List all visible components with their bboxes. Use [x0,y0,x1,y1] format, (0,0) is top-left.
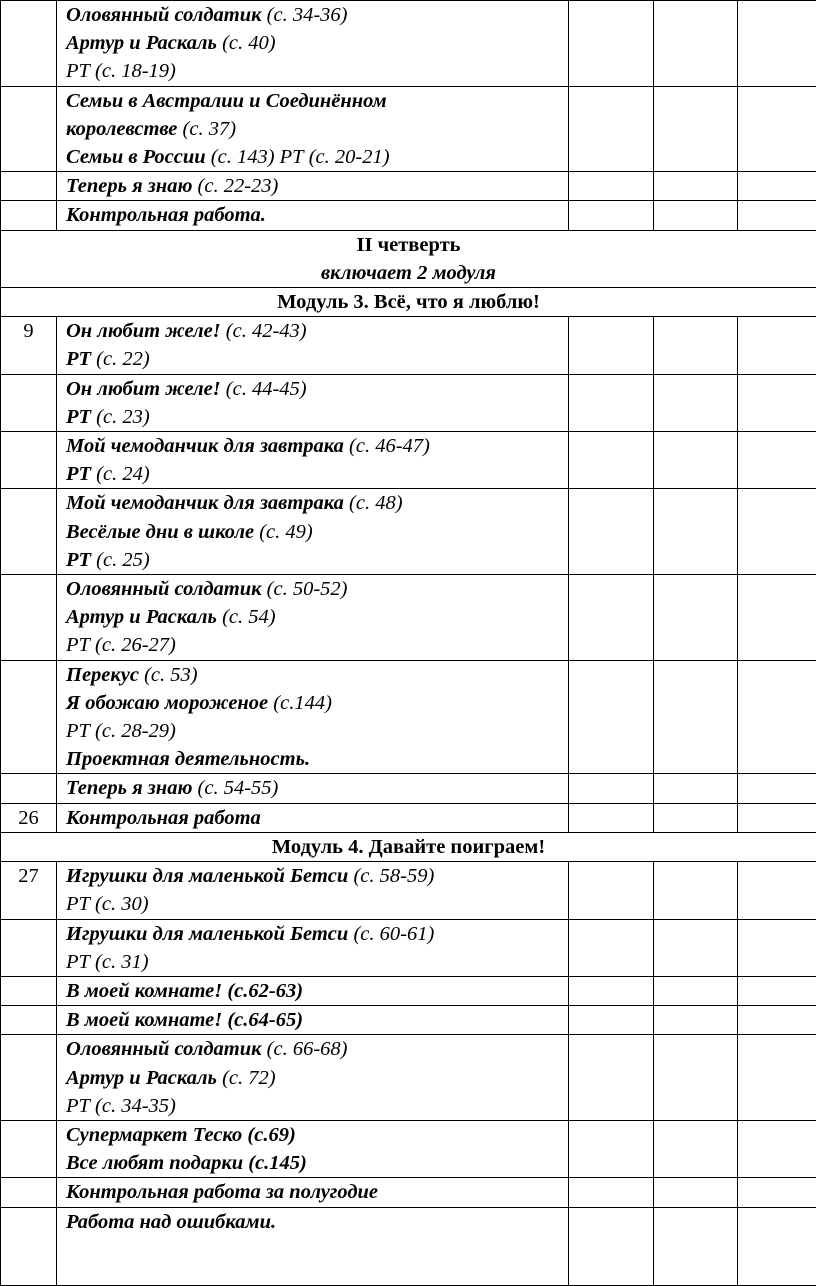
topic-title: Артур и Раскаль [66,606,217,628]
topic-title: Оловянный солдатик [66,1038,262,1060]
page-reference: (с. 58-59) [348,865,434,887]
lesson-topic-cell [57,489,569,575]
topic-title: РТ [66,348,91,370]
empty-cell [738,660,816,774]
lesson-topic-cell [57,201,569,230]
page-reference: РТ (с. 26-27) [66,634,176,656]
page-reference: (с. 22) [91,348,150,370]
table-row [1,575,816,661]
table-row [1,1178,816,1207]
page-reference: (с. 42-43) [221,320,307,342]
topic-line [66,172,568,200]
empty-cell [654,774,738,803]
lesson-topic-cell [57,660,569,774]
topic-line [66,948,568,976]
lesson-number-cell [1,919,57,976]
table-row [1,489,816,575]
page-reference: (с. 50-52) [262,578,348,600]
page-reference: (с. 49) [254,521,313,543]
empty-cell [738,201,816,230]
empty-cell [654,803,738,832]
empty-cell [738,862,816,919]
empty-cell [569,976,654,1005]
quarter-subtitle: включает 2 модуля [1,259,816,287]
topic-line [66,143,568,171]
empty-cell [654,1035,738,1121]
topic-line [66,1035,568,1063]
page-reference: (с. 34-36) [262,4,348,26]
page-reference: РТ (с. 31) [66,951,149,973]
page-reference: (с. 23) [91,406,150,428]
topic-line [66,345,568,373]
empty-cell [738,172,816,201]
topic-title: Контрольная работа [66,807,261,829]
topic-line [66,460,568,488]
empty-cell [569,862,654,919]
empty-cell [654,172,738,201]
empty-cell [569,1006,654,1035]
page-reference: (с.144) [268,692,332,714]
page-reference: (с. 48) [344,492,403,514]
empty-cell [654,976,738,1005]
lesson-number-cell [1,432,57,489]
empty-cell [569,432,654,489]
empty-cell [738,489,816,575]
empty-cell [654,1,738,87]
empty-cell [569,1035,654,1121]
topic-title: Мой чемоданчик для завтрака [66,435,344,457]
empty-cell [738,374,816,431]
empty-cell [654,575,738,661]
topic-line [66,375,568,403]
empty-cell [654,862,738,919]
empty-cell [738,774,816,803]
lesson-topic-cell [57,1,569,87]
topic-line [66,661,568,689]
empty-cell [654,660,738,774]
topic-line [66,717,568,745]
page-reference: (с. 53) [139,664,198,686]
empty-cell [654,919,738,976]
topic-line [66,804,568,832]
page-reference: (с. 44-45) [221,378,307,400]
topic-title: РТ [66,406,91,428]
empty-cell [654,1207,738,1285]
lesson-number-cell [1,172,57,201]
topic-title: Игрушки для маленькой Бетси [66,865,348,887]
empty-cell [654,432,738,489]
topic-line [66,575,568,603]
table-row [1,201,816,230]
topic-title: Артур и Раскаль [66,1067,217,1089]
page-reference: (с. 24) [91,463,150,485]
lesson-number-cell [1,1120,57,1177]
lesson-number-cell [1,1178,57,1207]
table-row [1,862,816,919]
topic-line [66,1178,568,1206]
lesson-number-cell: 9 [1,317,57,374]
empty-cell [569,575,654,661]
lesson-number-cell [1,774,57,803]
lesson-topic-cell [57,862,569,919]
topic-line [66,546,568,574]
topic-title: Я обожаю мороженое [66,692,268,714]
empty-cell [738,976,816,1005]
lesson-topic-cell [57,1207,569,1285]
topic-title: королевстве [66,118,177,140]
lesson-topic-cell [57,1120,569,1177]
table-row [1,86,816,172]
empty-cell [654,1120,738,1177]
lesson-number-cell [1,1207,57,1285]
lesson-number-cell [1,660,57,774]
empty-cell [654,317,738,374]
lesson-number-cell [1,976,57,1005]
topic-title: В моей комнате! (с.62-63) [66,980,303,1002]
lesson-topic-cell [57,774,569,803]
topic-title: Работа над ошибками. [66,1211,276,1233]
empty-cell [738,803,816,832]
lesson-topic-cell [57,172,569,201]
table-row [1,1120,816,1177]
empty-cell [654,1178,738,1207]
page-reference: РТ (с. 18-19) [66,60,176,82]
topic-line [66,890,568,918]
topic-title: Игрушки для маленькой Бетси [66,923,348,945]
empty-cell [654,1006,738,1035]
empty-cell [738,1207,816,1285]
topic-title: РТ [66,463,91,485]
page-reference: (с. 37) [177,118,236,140]
topic-line [66,1121,568,1149]
quarter-title: II четверть [1,231,816,259]
topic-title: Он любит желе! [66,378,221,400]
page-reference: РТ (с. 30) [66,893,149,915]
topic-title: Супермаркет Теско (с.69) [66,1124,296,1146]
empty-cell [569,774,654,803]
page-reference: (с. 54) [217,606,276,628]
lesson-number-cell [1,1,57,87]
table-row [1,976,816,1005]
lesson-topic-cell [57,86,569,172]
table-row [1,1006,816,1035]
empty-cell [738,86,816,172]
topic-title: Теперь я знаю [66,175,192,197]
page-reference: (с. 22-23) [192,175,278,197]
lesson-topic-cell [57,374,569,431]
lesson-number-cell: 27 [1,862,57,919]
topic-line [66,689,568,717]
page-reference: РТ (с. 28-29) [66,720,176,742]
lesson-topic-cell [57,432,569,489]
empty-cell [654,86,738,172]
lesson-topic-cell [57,317,569,374]
quarter-header-cell [1,230,816,287]
topic-line [66,1149,568,1177]
page-reference: (с. 72) [217,1067,276,1089]
empty-cell [569,317,654,374]
table-row [1,288,816,317]
lesson-number-cell [1,86,57,172]
lesson-topic-cell [57,1035,569,1121]
topic-line [66,1208,568,1236]
lesson-number-cell [1,575,57,661]
page-reference: (с. 25) [91,549,150,571]
topic-line [66,920,568,948]
topic-title: Оловянный солдатик [66,578,262,600]
empty-cell [569,172,654,201]
page-reference: (с. 54-55) [192,777,278,799]
topic-line [66,603,568,631]
topic-title: Все любят подарки (с.145) [66,1152,307,1174]
empty-cell [569,201,654,230]
topic-title: Семьи в Австралии и Соединённом [66,90,387,112]
empty-cell [569,1207,654,1285]
topic-line [66,87,568,115]
topic-title: Теперь я знаю [66,777,192,799]
empty-cell [569,489,654,575]
lesson-plan-body [1,1,816,1286]
topic-line [66,631,568,659]
topic-line [66,432,568,460]
lesson-number-cell [1,374,57,431]
table-row [1,803,816,832]
topic-title: Контрольная работа за полугодие [66,1181,378,1203]
topic-line [66,1092,568,1120]
page-reference: (с. 66-68) [262,1038,348,1060]
lesson-topic-cell [57,803,569,832]
topic-line [66,862,568,890]
empty-cell [569,1,654,87]
empty-cell [569,1178,654,1207]
topic-title: Контрольная работа. [66,204,266,226]
empty-cell [569,374,654,431]
lesson-number-cell [1,489,57,575]
page-reference: (с. 60-61) [348,923,434,945]
lesson-topic-cell [57,575,569,661]
lesson-topic-cell [57,1178,569,1207]
empty-cell [569,86,654,172]
table-row [1,317,816,374]
page-reference: (с. 143) РТ (с. 20-21) [206,146,390,168]
table-row [1,172,816,201]
topic-line [66,317,568,345]
table-row [1,774,816,803]
table-row [1,832,816,861]
empty-cell [569,660,654,774]
lesson-number-cell [1,1006,57,1035]
table-row [1,1207,816,1285]
table-row [1,230,816,287]
topic-title: Проектная деятельность. [66,748,310,770]
topic-title: В моей комнате! (с.64-65) [66,1009,303,1031]
empty-cell [569,1120,654,1177]
page-reference: (с. 46-47) [344,435,430,457]
topic-title: Он любит желе! [66,320,221,342]
topic-line [66,745,568,773]
empty-cell [738,1178,816,1207]
empty-cell [738,432,816,489]
topic-line [66,489,568,517]
topic-title: Весёлые дни в школе [66,521,254,543]
empty-cell [738,1120,816,1177]
empty-cell [654,374,738,431]
topic-line [66,403,568,431]
topic-title: РТ [66,549,91,571]
empty-cell [654,201,738,230]
empty-cell [569,919,654,976]
topic-line [66,977,568,1005]
topic-title: Артур и Раскаль [66,32,217,54]
empty-cell [738,1035,816,1121]
table-row [1,1,816,87]
table-row [1,660,816,774]
topic-line [66,774,568,802]
module-header-cell: Модуль 4. Давайте поиграем! [1,832,816,861]
table-row [1,374,816,431]
topic-line [66,1006,568,1034]
module-header-cell: Модуль 3. Всё, что я люблю! [1,288,816,317]
table-row [1,1035,816,1121]
topic-line [66,115,568,143]
empty-cell [738,1006,816,1035]
topic-line [66,1064,568,1092]
topic-line [66,1,568,29]
topic-title: Мой чемоданчик для завтрака [66,492,344,514]
topic-line [66,518,568,546]
lesson-number-cell [1,201,57,230]
topic-title: Перекус [66,664,139,686]
empty-cell [654,489,738,575]
topic-title: Оловянный солдатик [66,4,262,26]
topic-line [66,29,568,57]
topic-line [66,201,568,229]
lesson-topic-cell [57,1006,569,1035]
lesson-topic-cell [57,976,569,1005]
empty-cell [738,317,816,374]
table-row [1,432,816,489]
empty-cell [738,575,816,661]
lesson-number-cell: 26 [1,803,57,832]
empty-cell [569,803,654,832]
page-reference: РТ (с. 34-35) [66,1095,176,1117]
empty-cell [738,1,816,87]
topic-line [66,57,568,85]
lesson-topic-cell [57,919,569,976]
lesson-number-cell [1,1035,57,1121]
table-row [1,919,816,976]
topic-title: Семьи в России [66,146,206,168]
empty-cell [738,919,816,976]
page-reference: (с. 40) [217,32,276,54]
